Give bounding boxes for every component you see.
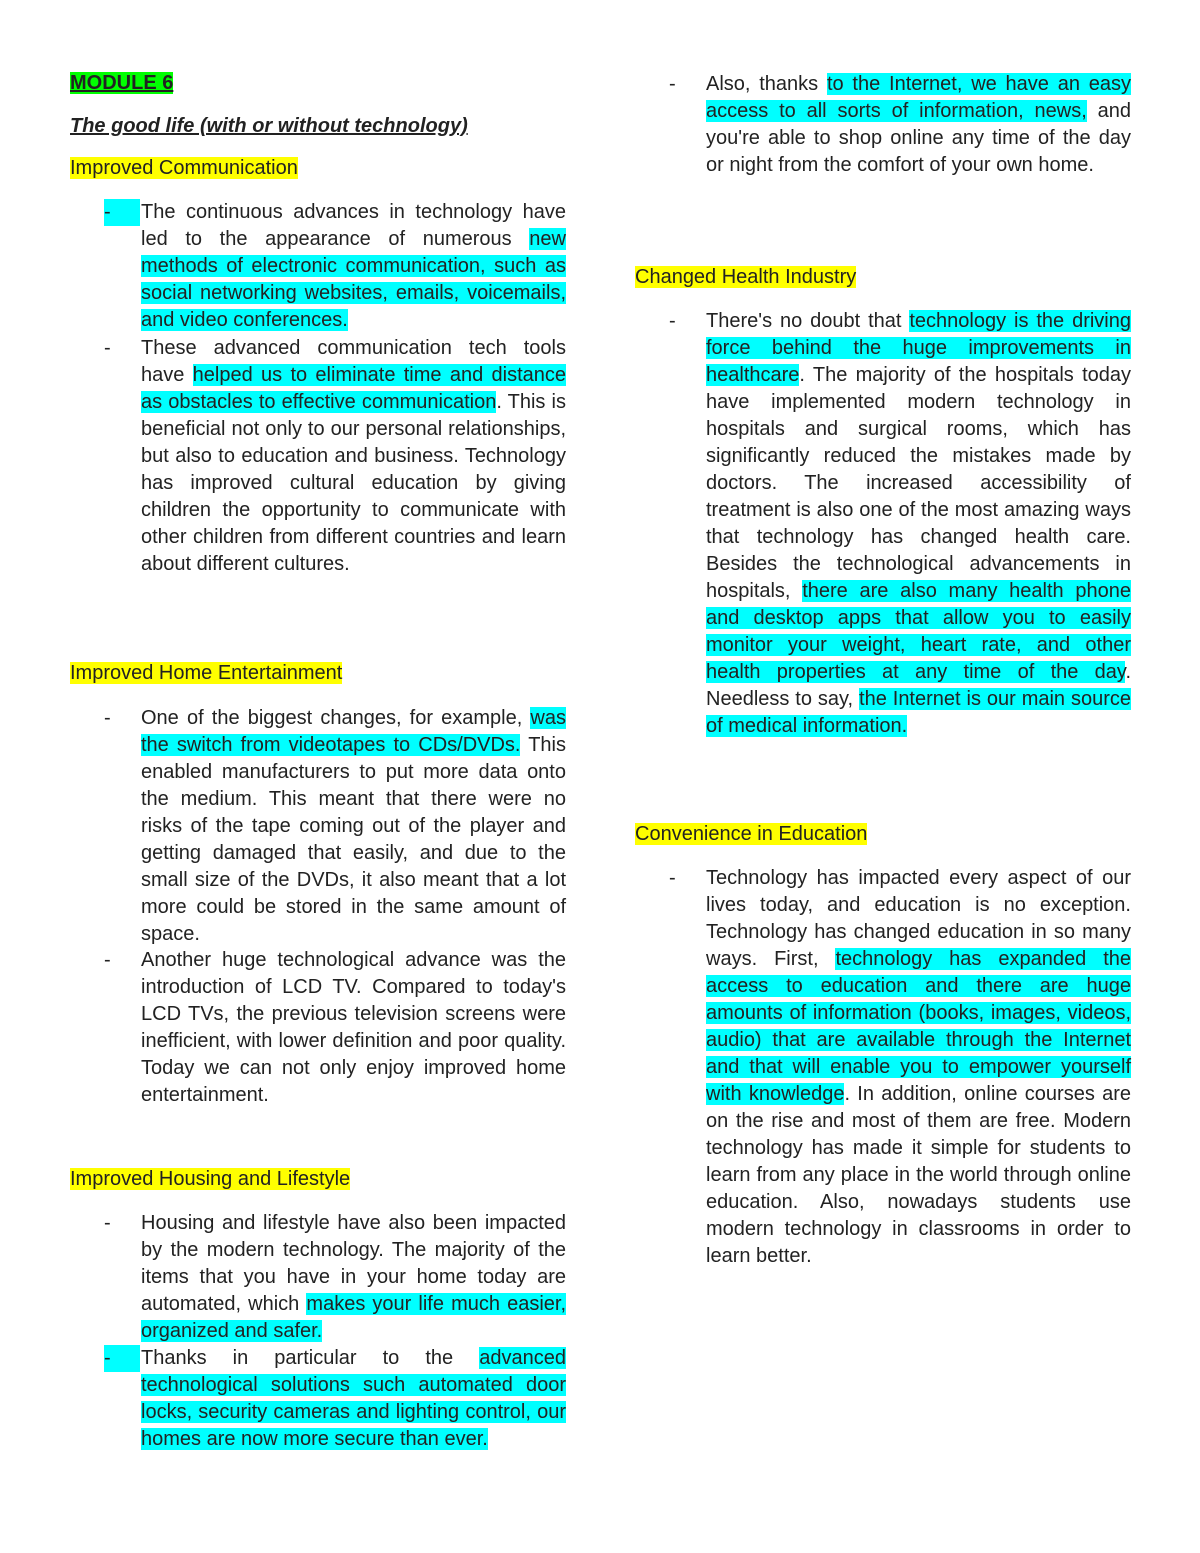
paragraph-text: [706, 865, 1131, 1270]
heading-text: Changed Health Industry: [635, 266, 857, 288]
heading-improved-home-entertainment: [70, 660, 342, 687]
list-item: [70, 199, 566, 334]
highlighted-text: the Internet is our main source of medical information.: [706, 688, 1131, 737]
text-run: Also, thanks: [706, 73, 827, 95]
list-item: [635, 865, 1131, 1270]
list-item: [70, 335, 566, 578]
heading-improved-housing-and-lifestyle: [70, 1166, 350, 1193]
heading-improved-communication: [70, 155, 298, 182]
paragraph-text: [141, 1345, 566, 1453]
heading-text: Improved Home Entertainment: [70, 662, 343, 684]
text-run: These advanced communication tech tools have: [141, 337, 566, 386]
text-run: Technology has impacted every aspect of our lives today, and education is no exception. Technology has changed education in so many ways. First,: [706, 867, 1131, 970]
module-title-text: MODULE 6: [70, 72, 174, 94]
highlighted-text: there are also many health phone and desktop apps that allow you to easily monitor your weight, heart rate, and other health properties at any time of the day: [706, 580, 1131, 683]
highlighted-text: helped us to eliminate time and distance as obstacles to effective communication: [141, 364, 566, 413]
list-item: [635, 71, 1131, 179]
highlighted-text: to the Internet, we have an easy access to all sorts of information, news,: [706, 73, 1131, 122]
text-run: . The majority of the hospitals today have implemented modern technology in hospitals and surgical rooms, which has significantly reduced the mistakes made by doctors. The increased accessibility of treatment is also one of the most amazing ways that technology has changed health care. Besides the technological advancements in hospitals,: [706, 364, 1131, 602]
list-item: [70, 705, 566, 948]
bullet-dash: -: [104, 337, 111, 359]
text-run: . This is beneficial not only to our personal relationships, but also to education and business. Technology has improved cultural education by giving children the opportunity to communicate with other children from different countries and learn about different cultures.: [141, 391, 566, 575]
text-run: Housing and lifestyle have also been impacted by the modern technology. The majority of the items that you have in your home today are automated, which: [141, 1212, 566, 1315]
paragraph-text: [141, 947, 566, 1109]
heading-text: Convenience in Education: [635, 823, 868, 845]
highlighted-text: technology has expanded the access to education and there are huge amounts of information (books, images, videos, audio) that are available through the Internet and that will enable you to empower yourself with knowledge: [706, 948, 1132, 1105]
highlighted-text: was the switch from videotapes to CDs/DVDs.: [141, 707, 566, 756]
bullet-dash: -: [669, 310, 676, 332]
bullet-dash: -: [669, 73, 676, 95]
text-run: Thanks in particular to the: [141, 1347, 480, 1369]
bullet-dash: -: [104, 1345, 140, 1372]
bullet-dash: -: [104, 199, 140, 226]
text-run: One of the biggest changes, for example,: [141, 707, 531, 729]
list-item: [70, 1345, 566, 1453]
heading-text: Improved Housing and Lifestyle: [70, 1168, 351, 1190]
list-item: [70, 947, 566, 1109]
heading-changed-health-industry: [635, 264, 856, 291]
paragraph-text: [706, 71, 1131, 179]
text-run: The continuous advances in technology have led to the appearance of numerous: [141, 201, 566, 250]
highlighted-text: advanced technological solutions such automated door locks, security cameras and lighting control, our homes are now more secure than ever.: [141, 1347, 566, 1450]
text-run: . Needless to say,: [706, 661, 1131, 710]
text-run: There's no doubt that: [706, 310, 910, 332]
heading-convenience-in-education: [635, 821, 867, 848]
paragraph-text: [706, 308, 1131, 740]
bullet-dash: -: [104, 707, 111, 729]
text-run: . In addition, online courses are on the rise and most of them are free. Modern technology has made it simple for students to learn from any place in the world through online education. Also, nowadays students use modern technology in classrooms in order to learn better.: [706, 1083, 1131, 1267]
list-item: [635, 308, 1131, 740]
text-run: This enabled manufacturers to put more data onto the medium. This meant that there were no risks of the tape coming out of the player and getting damaged that easily, and due to the small size of the DVDs, it also meant that a lot more could be stored in the same amount of space.: [141, 734, 566, 945]
paragraph-text: [141, 1210, 566, 1345]
list-item: [70, 1210, 566, 1345]
bullet-dash: -: [104, 949, 111, 971]
heading-text: Improved Communication: [70, 157, 298, 179]
text-run: Another huge technological advance was the introduction of LCD TV. Compared to today's LCD TVs, the previous television screens were inefficient, with lower definition and poor quality. Today we can not only enjoy improved home entertainment.: [141, 949, 566, 1106]
bullet-dash: -: [104, 1212, 111, 1234]
document-subtitle: The good life (with or without technology): [70, 115, 468, 137]
highlighted-text: technology is the driving force behind the huge improvements in healthcare: [706, 310, 1131, 386]
highlighted-text: makes your life much easier, organized and safer.: [141, 1293, 566, 1342]
module-title: [70, 70, 173, 97]
paragraph-text: [141, 705, 566, 948]
text-run: and you're able to shop online any time of the day or night from the comfort of your own home.: [706, 100, 1131, 176]
paragraph-text: [141, 335, 566, 578]
highlighted-text: new methods of electronic communication, such as social networking websites, emails, voicemails, and video conferences.: [141, 228, 566, 331]
paragraph-text: [141, 199, 566, 334]
bullet-dash: -: [669, 867, 676, 889]
